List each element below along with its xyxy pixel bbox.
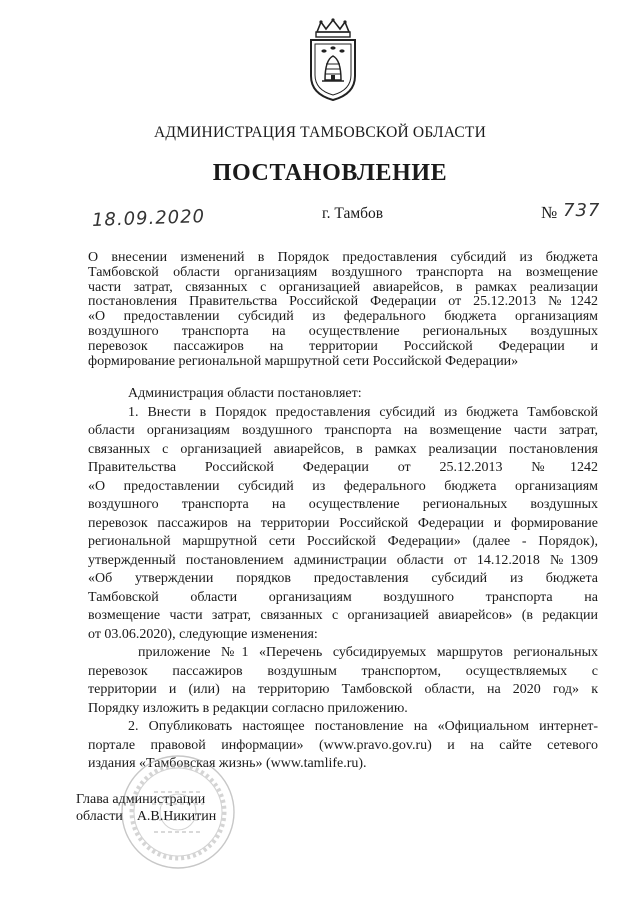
subject-line: воздушного транспорта на осуществление региональных воздушных (88, 323, 598, 339)
item-1-line: «Об утверждении порядков предоставления субсидий из бюджета (88, 571, 598, 586)
item-2-line: портале правовой информации» (www.pravo.gov.ru) и на сайте сетевого (88, 737, 598, 753)
item-1-line: связанных с организацией авиарейсов, в рамках реализации постановления (88, 441, 598, 457)
item-1-line: возмещение части затрат, связанных с организацией авиарейсов» (в редакции (88, 608, 598, 623)
item-2-line: 2. Опубликовать настоящее постановление на «Официальном интернет- (128, 719, 598, 734)
item-1-sub-line: территории и (или) на территорию Тамбовской области, на 2020 год» к (88, 682, 598, 697)
document-date: 18.09.2020 (91, 206, 206, 231)
document-city: г. Тамбов (322, 205, 384, 222)
subject-line: перевозок пассажиров на территории Российской Федерации и (88, 338, 598, 354)
document-subject (88, 251, 598, 369)
document-type-title: ПОСТАНОВЛЕНИЕ (212, 160, 448, 186)
item-1-line: от 03.06.2020), следующие изменения: (88, 626, 318, 642)
item-1-line: Тамбовской области организациям воздушного транспорта на (88, 589, 598, 605)
item-1-line: области организациям воздушного транспорта на возмещение части затрат, (88, 423, 598, 438)
subject-line: формирование региональной маршрутной сети Российской Федерации» (88, 353, 519, 369)
item-1-line: перевозок пассажиров на территории Российской Федерации и формирование (88, 515, 598, 531)
subject-line: постановления Правительства Российской Федерации от 25.12.2013 №1242 (88, 294, 598, 310)
signatory-name: А.В.Никитин (136, 809, 217, 824)
signatory-title: области (76, 809, 123, 824)
document-body (88, 385, 598, 774)
subject-line: Тамбовской области организациям воздушного транспорта на возмещение (88, 264, 598, 280)
item-1-line: «О предоставлении субсидий из федерального бюджета организациям (88, 478, 598, 494)
item-1-sub-line: перевозок пассажиров воздушным транспортом, осуществляемых с (88, 663, 598, 679)
item-1-line: Правительства Российской Федерации от 25.12.2013 №1242 (88, 460, 598, 475)
item-1-line: воздушного транспорта на осуществление региональных воздушных (88, 497, 598, 512)
item-2-line: издания «Тамбовская жизнь» (www.tamlife.ru). (88, 756, 367, 771)
subject-line: части затрат, связанных с организацией авиарейсов, в рамках реализации (88, 279, 598, 295)
subject-line: О внесении изменений в Порядок предоставления субсидий из бюджета (88, 250, 598, 265)
item-1-line: 1. Внести в Порядок предоставления субсидий из бюджета Тамбовской (128, 404, 598, 420)
organization-name: АДМИНИСТРАЦИЯ ТАМБОВСКОЙ ОБЛАСТИ (154, 124, 486, 141)
item-1-line: утвержденный постановлением администрации области от 14.12.2018 №1309 (88, 552, 598, 568)
body-preamble: Администрация области постановляет: (128, 386, 362, 401)
coat-of-arms-icon (303, 18, 363, 102)
item-1-sub-line: Порядку изложить в редакции согласно приложению. (88, 700, 408, 716)
signatory-title-line-2 (76, 808, 216, 825)
subject-line: «О предоставлении субсидий из федерального бюджета организациям (88, 309, 598, 325)
signature-block (76, 791, 216, 825)
signatory-title-line-1: Глава администрации (76, 792, 206, 807)
item-1-line: региональной маршрутной сети Российской Федерации» (далее - Порядок), (88, 534, 598, 549)
document-number: 737 (563, 200, 601, 221)
document-number-label: № (541, 203, 558, 222)
item-1-sub-line: приложение №1 «Перечень субсидируемых маршрутов региональных (138, 645, 598, 660)
